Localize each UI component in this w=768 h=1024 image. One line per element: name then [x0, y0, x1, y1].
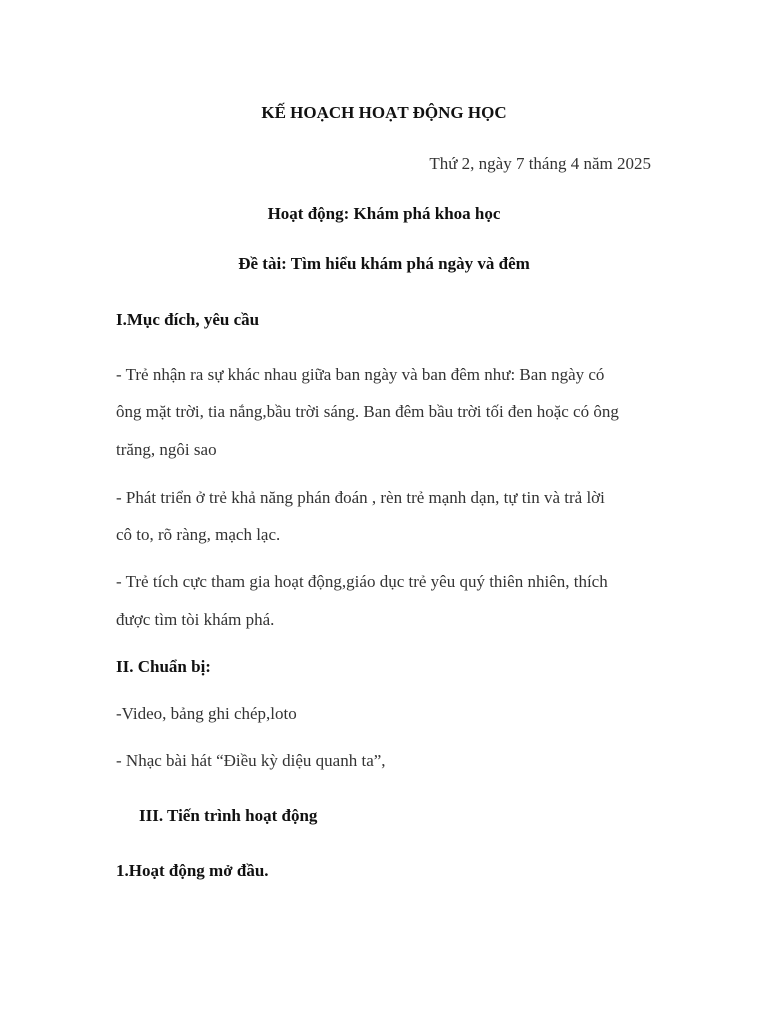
- section2-heading: II. Chuẩn bị:: [116, 657, 211, 676]
- section1-item2-line1: - Phát triển ở trẻ khả năng phán đoán , rèn trẻ mạnh dạn, tự tin và trả lời: [116, 488, 605, 507]
- section3-sub1-heading: 1.Hoạt động mở đầu.: [116, 861, 269, 880]
- section2-item2: - Nhạc bài hát “Điều kỳ diệu quanh ta”,: [116, 751, 386, 770]
- section1-item3-line2: được tìm tòi khám phá.: [116, 610, 275, 629]
- section3-heading: III. Tiến trình hoạt động: [139, 806, 318, 825]
- section1-item1-line3: trăng, ngôi sao: [116, 440, 217, 459]
- document-title: KẾ HOẠCH HOẠT ĐỘNG HỌC: [261, 103, 507, 122]
- topic-heading: Đề tài: Tìm hiểu khám phá ngày và đêm: [238, 254, 530, 273]
- document-date: Thứ 2, ngày 7 tháng 4 năm 2025: [429, 154, 651, 173]
- section1-item1-line1: - Trẻ nhận ra sự khác nhau giữa ban ngày và ban đêm như: Ban ngày có: [116, 365, 605, 384]
- section1-item1-line2: ông mặt trời, tia nắng,bầu trời sáng. Ban đêm bầu trời tối đen hoặc có ông: [116, 402, 619, 421]
- section1-item3-line1: - Trẻ tích cực tham gia hoạt động,giáo dục trẻ yêu quý thiên nhiên, thích: [116, 572, 608, 591]
- activity-heading: Hoạt động: Khám phá khoa học: [267, 204, 501, 223]
- section1-item2-line2: cô to, rõ ràng, mạch lạc.: [116, 525, 281, 544]
- section1-heading: I.Mục đích, yêu cầu: [116, 310, 260, 329]
- section2-item1: -Video, bảng ghi chép,loto: [116, 704, 297, 723]
